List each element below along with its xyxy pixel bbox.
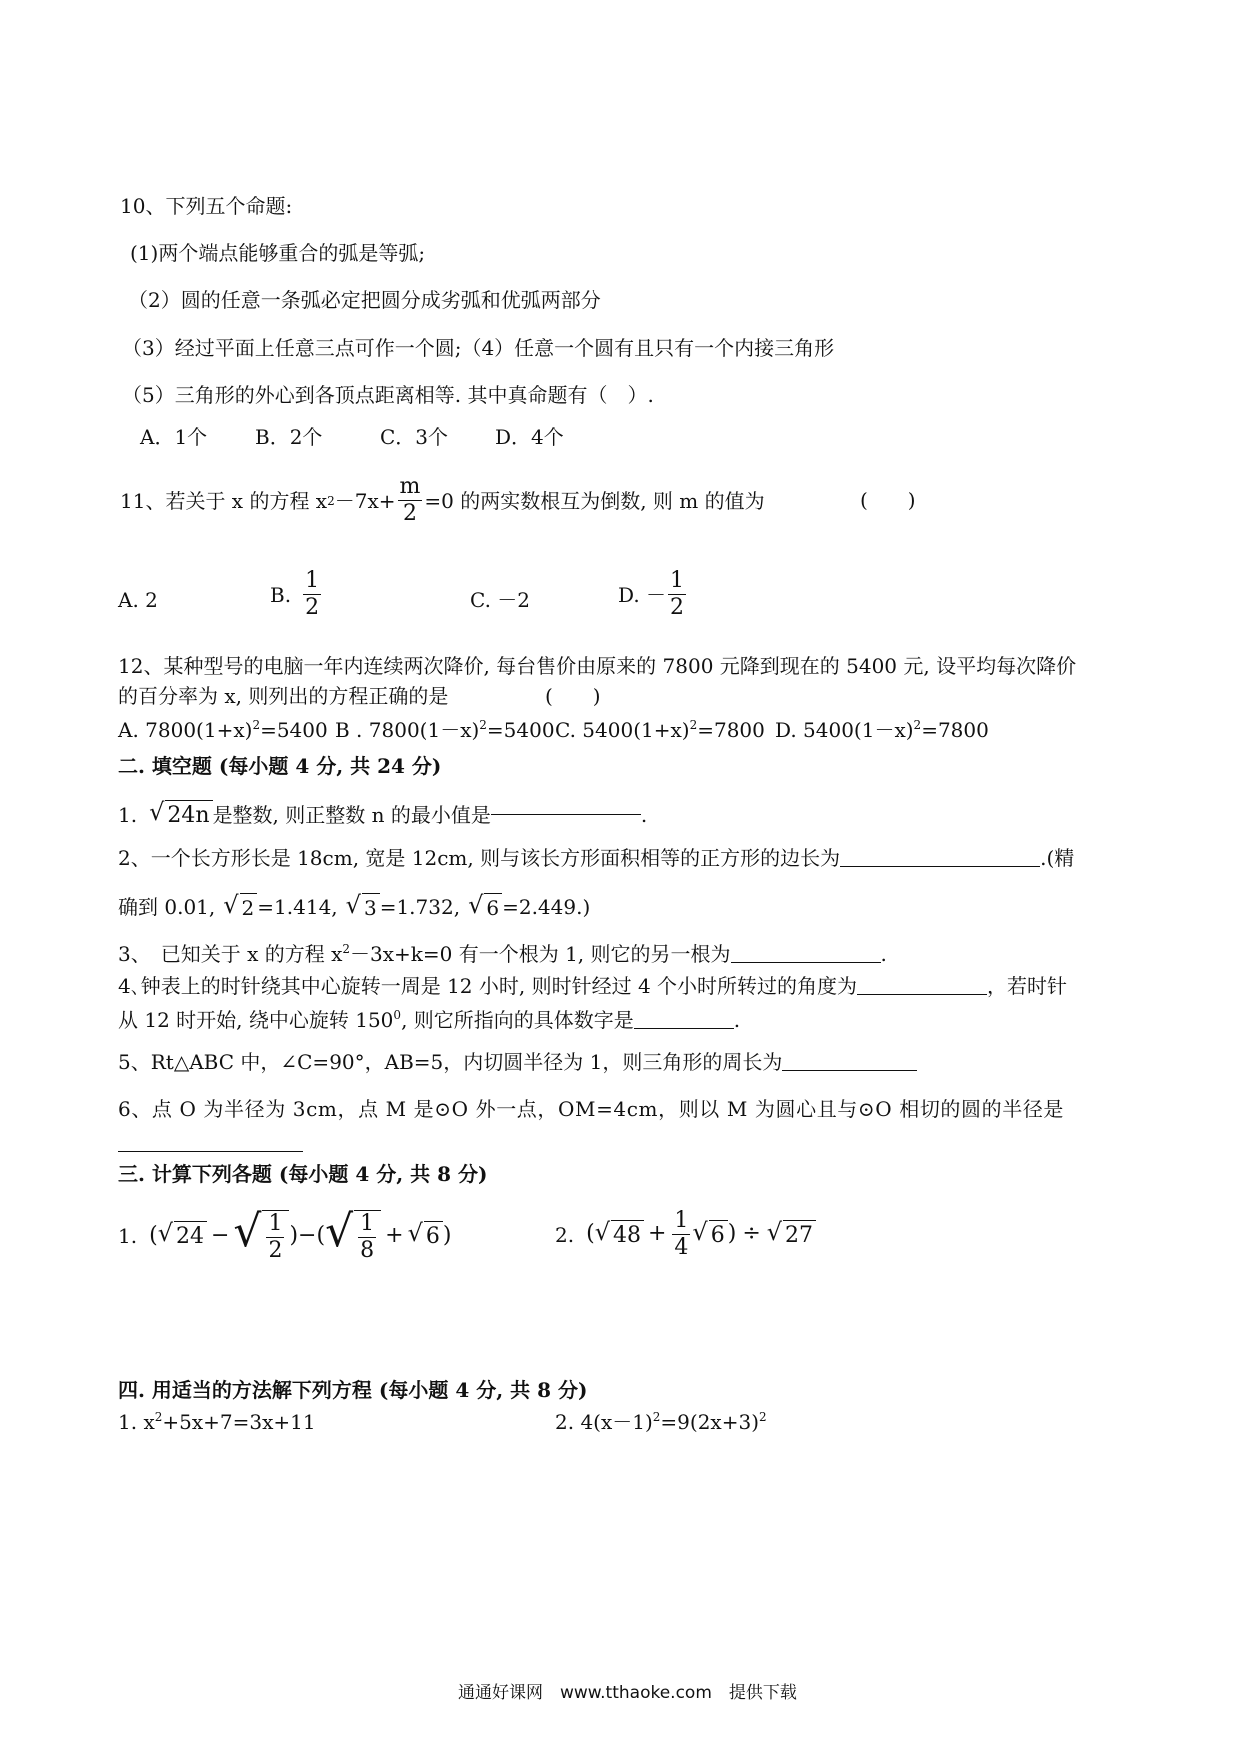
calc-1-sqrt-6: √ 6	[408, 1221, 443, 1250]
fill-q1-end: .	[640, 802, 648, 827]
q12-d-post: =7800	[921, 718, 989, 742]
fill-q2-text: 2、一个长方形长是 18cm, 宽是 12cm, 则与该长方形面积相等的正方形的边长为	[118, 846, 841, 870]
fill-q1-number: 1.	[118, 802, 138, 827]
fill-q1	[118, 800, 647, 829]
calc-1-sqrt-24: √ 24	[158, 1221, 207, 1250]
calc-1-half-den: 2	[268, 1238, 283, 1263]
fill-q5-text: 5、Rt△ABC 中，∠C=90°，AB=5，内切圆半径为 1，则三角形的周长为	[118, 1050, 783, 1074]
calc-1-half-num: 1	[268, 1211, 283, 1236]
q12-answer-paren: ( )	[545, 684, 601, 708]
q11-mid: －7x+	[334, 488, 396, 513]
q11-answer-paren: ( )	[860, 488, 916, 512]
calc-2-sqrt-27: √ 27	[767, 1220, 816, 1249]
q10-proposition-5: （5）三角形的外心到各顶点距离相等. 其中真命题有（ ）.	[122, 383, 654, 407]
section-3-title: 三. 计算下列各题 (每小题 4 分, 共 8 分)	[118, 1162, 488, 1186]
calc-1-eighth-den: 8	[360, 1238, 375, 1263]
eq-2-exp-1: 2	[652, 1410, 661, 1424]
q11-b-num: 1	[305, 568, 320, 593]
calc-1-sqrt-6-radicand: 6	[424, 1221, 443, 1250]
q10-option-c: C．3个	[380, 425, 449, 449]
eq-2-mid: =9(2x+3)	[660, 1410, 759, 1434]
eq-2-exp-2: 2	[759, 1410, 767, 1424]
fill-q4-line-2	[118, 1008, 740, 1032]
calc-2-quarter-num: 1	[674, 1208, 689, 1233]
sqrt-6-value: =2.449.)	[502, 894, 591, 919]
calc-2-sqrt-27-radicand: 27	[783, 1220, 816, 1249]
calc-2-sqrt-48-radicand: 48	[611, 1220, 644, 1249]
q11-option-b-label: B.	[270, 582, 292, 607]
equation-problem-1	[118, 1410, 316, 1434]
fill-q3-exp: 2	[342, 942, 350, 956]
q11-option-d	[618, 570, 688, 619]
sqrt-2: √ 2	[223, 893, 257, 920]
calc-1-sqrt-24-radicand: 24	[174, 1221, 207, 1250]
eq-1-exp: 2	[154, 1410, 163, 1424]
q11-denominator: 2	[402, 501, 417, 526]
fill-q4-pre: 从 12 时开始, 绕中心旋转 150	[118, 1008, 394, 1032]
q11-d-den: 2	[670, 595, 685, 620]
calc-1-sqrt-eighth: √ $\frac{1}{8}$	[325, 1210, 381, 1262]
fill-q5	[118, 1050, 917, 1074]
fill-q2-tail: .(精	[1040, 846, 1075, 870]
fill-q4-text: 4､钟表上的时针绕其中心旋转一周是 12 小时, 则时针经过 4 个小时所转过的角度为	[118, 974, 858, 998]
calc-1-sqrt-half: √ $\frac{1}{2}$	[233, 1210, 289, 1262]
q10-proposition-1: (1)两个端点能够重合的弧是等弧;	[130, 241, 426, 265]
fill-q4-line-1	[118, 974, 1067, 998]
calc-problem-2: 2. ( √ 48 + $\frac{1}{4}$ √ 6 ) ÷ √ 27	[555, 1210, 816, 1259]
q12-option-d	[775, 718, 989, 742]
q10-proposition-2: （2）圆的任意一条弧必定把圆分成劣弧和优弧两部分	[128, 288, 601, 312]
q11-option-d-fraction	[668, 570, 686, 619]
fill-q2-line-1	[118, 846, 1074, 870]
fill-q4-degree: 0	[393, 1008, 402, 1022]
q12-c-pre: C. 5400(1+x)	[555, 718, 690, 742]
sqrt-6: √ 6	[468, 893, 502, 920]
q12-option-a	[118, 718, 328, 742]
fill-q4-end: .	[733, 1008, 741, 1032]
sqrt-3-radicand: 3	[362, 893, 380, 920]
calc-problem-1: 1. ( √ 24 − √ $\frac{1}{2}$ )−( √ $\frac{1}{8}$ + √ 6 )	[118, 1206, 452, 1263]
sqrt-2-radicand: 2	[240, 893, 258, 920]
fill-q3	[118, 942, 887, 966]
q11-fraction	[398, 476, 423, 525]
fill-q1-text: 是整数, 则正整数 n 的最小值是	[212, 802, 491, 827]
q12-a-exp: 2	[252, 718, 261, 732]
fill-q2-precision: 确到 0.01,	[118, 894, 216, 919]
sqrt-3: √ 3	[346, 893, 380, 920]
sqrt-6-radicand: 6	[484, 893, 502, 920]
calc-2-number: 2.	[555, 1222, 575, 1247]
section-4-title: 四. 用适当的方法解下列方程 (每小题 4 分, 共 8 分)	[118, 1378, 588, 1402]
fill-q5-blank[interactable]	[782, 1070, 917, 1071]
q11-option-c: C. －2	[470, 588, 531, 612]
q12-line-1: 12、某种型号的电脑一年内连续两次降价, 每台售价由原来的 7800 元降到现在的 5400 元, 设平均每次降价	[118, 654, 1077, 678]
calc-1-eighth-num: 1	[360, 1211, 375, 1236]
calc-2-sqrt-48: √ 48	[595, 1220, 644, 1249]
q12-d-exp: 2	[913, 718, 922, 732]
fill-q4-blank-2[interactable]	[634, 1028, 734, 1029]
eq-2-pre: 2. 4(x－1)	[555, 1410, 653, 1434]
fill-q1-blank[interactable]	[491, 814, 641, 815]
fill-q1-radical: √ 24n	[149, 800, 212, 829]
q11-d-num: 1	[670, 568, 685, 593]
q10-option-b: B．2个	[255, 425, 323, 449]
fill-q6: 6、点 O 为半径为 3cm，点 M 是⊙O 外一点，OM=4cm，则以 M 为圆心且与⊙O 相切的圆的半径是	[118, 1097, 1065, 1121]
calc-2-sqrt-6: √ 6	[692, 1220, 727, 1249]
fill-q2-line-2	[118, 893, 590, 920]
q12-a-pre: A. 7800(1+x)	[118, 718, 253, 742]
q12-option-c	[555, 718, 765, 742]
sqrt-3-value: =1.732,	[379, 894, 461, 919]
q11-pre: 11、若关于 x 的方程 x	[120, 488, 328, 513]
fill-q3-end: .	[880, 942, 887, 966]
section-2-title: 二. 填空题 (每小题 4 分, 共 24 分)	[118, 754, 442, 778]
q11-stem: 11、若关于 x 的方程 x 2 －7x+ $\frac{m}{2}$ =0 的两实数根互为倒数, 则 m 的值为	[120, 474, 765, 526]
fill-q3-pre: 3、 已知关于 x 的方程 x	[118, 942, 343, 966]
q11-option-b	[270, 570, 323, 619]
eq-1-pre: 1. x	[118, 1410, 155, 1434]
q12-c-exp: 2	[689, 718, 698, 732]
fill-q2-blank[interactable]	[840, 866, 1040, 867]
q11-post: =0 的两实数根互为倒数, 则 m 的值为	[424, 488, 765, 513]
fill-q4-tail: ，若时针	[987, 974, 1068, 998]
sqrt-2-value: =1.414,	[257, 894, 338, 919]
q12-a-post: =5400	[260, 718, 328, 742]
q12-c-post: =7800	[697, 718, 765, 742]
q11-numerator: m	[399, 474, 421, 499]
q12-option-b	[335, 718, 555, 742]
fill-q3-blank[interactable]	[731, 962, 881, 963]
q10-stem: 10、下列五个命题:	[120, 194, 293, 218]
fill-q1-radicand: 24n	[165, 800, 212, 829]
q12-d-pre: D. 5400(1－x)	[775, 718, 914, 742]
q12-b-exp: 2	[479, 718, 487, 732]
fill-q4-blank-1[interactable]	[857, 994, 987, 995]
q11-option-d-label: D. －	[618, 582, 667, 607]
eq-1-post: +5x+7=3x+11	[162, 1410, 316, 1434]
fill-q3-post: －3x+k=0 有一个根为 1, 则它的另一根为	[350, 942, 731, 966]
q10-proposition-3-4: （3）经过平面上任意三点可作一个圆;（4）任意一个圆有且只有一个内接三角形	[122, 336, 835, 360]
q11-b-den: 2	[305, 595, 320, 620]
calc-2-quarter	[672, 1210, 690, 1259]
equation-problem-2	[555, 1410, 767, 1434]
q12-b-pre: B . 7800(1－x)	[335, 718, 480, 742]
calc-2-sqrt-6-radicand: 6	[709, 1220, 728, 1249]
q10-option-a: A．1个	[140, 425, 208, 449]
fill-q6-blank[interactable]	[118, 1135, 303, 1152]
q11-option-a: A. 2	[118, 588, 158, 612]
q12-b-post: =5400	[486, 718, 555, 742]
calc-2-quarter-den: 4	[674, 1235, 689, 1260]
q10-option-d: D．4个	[495, 425, 564, 449]
page-footer: 通通好课网 www.tthaoke.com 提供下载	[458, 1683, 797, 1703]
fill-q4-post: , 则它所指向的具体数字是	[401, 1008, 634, 1032]
calc-1-number: 1.	[118, 1224, 138, 1248]
q11-option-b-fraction	[303, 570, 321, 619]
q12-line-2: 的百分率为 x, 则列出的方程正确的是	[118, 684, 449, 708]
